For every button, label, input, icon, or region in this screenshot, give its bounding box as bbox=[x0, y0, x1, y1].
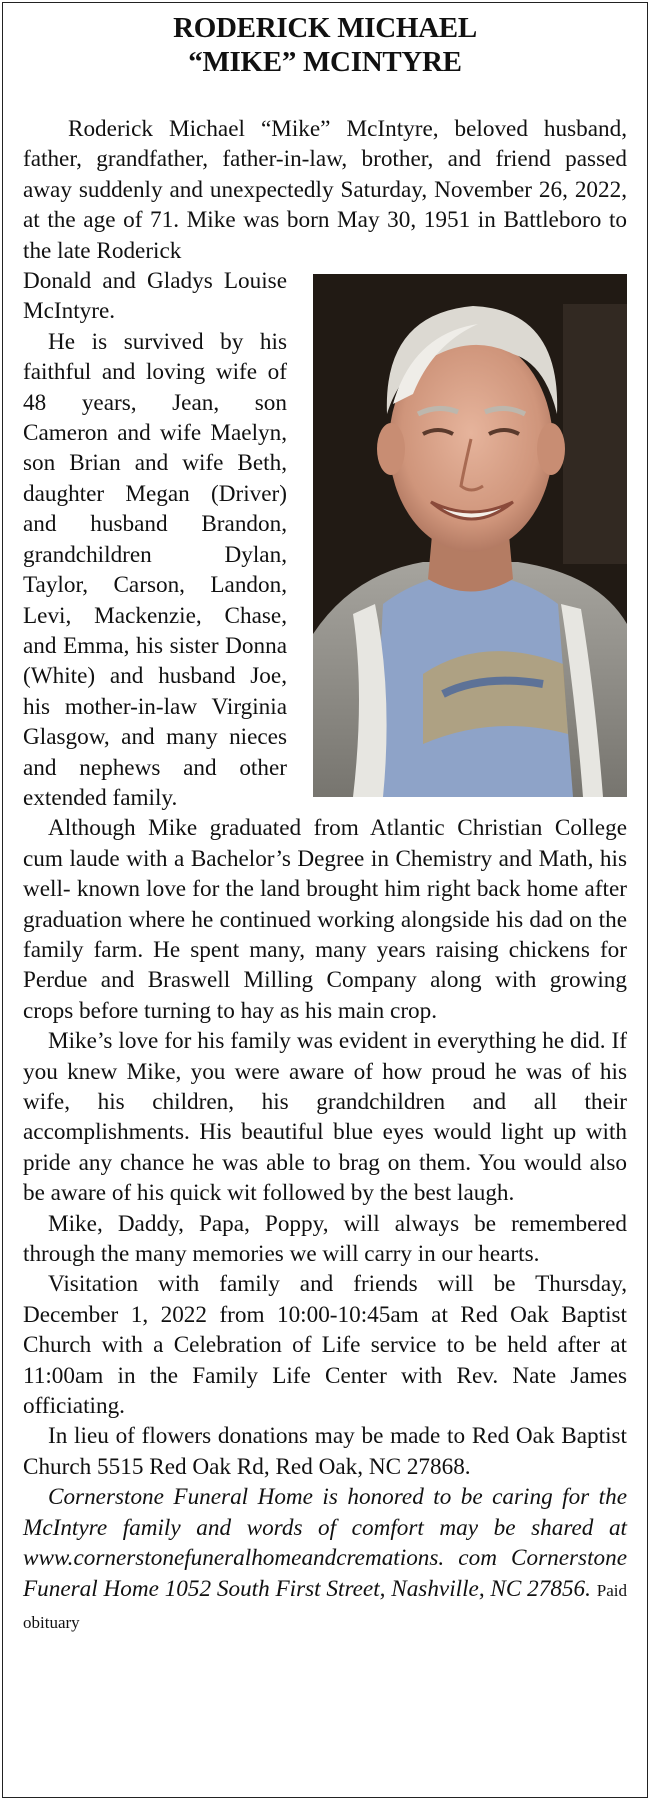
paid-obituary-label: Paid obituary bbox=[23, 1580, 627, 1632]
paragraph-survivors: He is survived by his faithful and loving wife of 48 years, Jean, son Cameron and wife Maelyn, son Brian and wife Beth, daughter Megan (Driver) and husband Brandon, grandchildren Dylan, Taylor, Carson, Landon, Levi, Mackenzie, Chase, and Emma, his sister Donna (White) and husband Joe, his mother-in-law Virginia Glasgow, and many nieces and nephews and other extended family. bbox=[23, 328, 287, 811]
portrait-photo bbox=[313, 274, 627, 797]
paragraph-intro bbox=[23, 114, 627, 266]
obituary-title bbox=[23, 11, 627, 79]
title-line-2: “MIKE” MCINTYRE bbox=[188, 46, 462, 78]
funeral-home-text: Cornerstone Funeral Home is honored to be caring for the McIntyre family and words of comfort may be shared at www.cornerstonefuneralhomeandcremations. com Cornerstone Funeral Home 1052 South First Street, Nashville, NC 27856. bbox=[23, 1484, 627, 1602]
portrait-illustration bbox=[313, 274, 627, 797]
paragraph-donations: In lieu of flowers donations may be made to Red Oak Baptist Church 5515 Red Oak Rd, Red Oak, NC 27868. bbox=[23, 1423, 627, 1480]
paragraph-remembrance: Mike, Daddy, Papa, Poppy, will always be remembered through the many memories we will carry in our hearts. bbox=[23, 1210, 627, 1268]
paragraph-visitation: Visitation with family and friends will be Thursday, December 1, 2022 from 10:00-10:45am at Red Oak Baptist Church with a Celebration of Life service to be held after at 11:00am in the Family Life Center with Rev. Nate James officiating. bbox=[23, 1271, 627, 1420]
paragraph-education: Although Mike graduated from Atlantic Christian College cum laude with a Bachelor’s Degree in Chemistry and Math, his well- known love for the land brought him right back home after graduation where he continued working alongside his dad on the family farm. He spent many, many years raising chickens for Perdue and Braswell Milling Company along with growing crops before turning to hay as his main crop. bbox=[23, 815, 627, 1024]
paragraph-intro-part-1: Roderick Michael “Mike” McIntyre, beloved husband, father, grandfather, father-in-law, brother, and friend passed away suddenly and unexpectedly Saturday, November 26, 2022, at the age of 71. Mike was born May 30, 1951 in Battleboro to the late Roderick bbox=[23, 116, 627, 264]
paragraph-funeral-home bbox=[23, 1482, 627, 1638]
title-line-1: RODERICK MICHAEL bbox=[173, 12, 477, 44]
paragraph-family-love: Mike’s love for his family was evident in everything he did. If you knew Mike, you were aware of how proud he was of his wife, his children, his grandchildren and all their accomplishments. His beautiful blue eyes would light up with pride any chance he was able to brag on them. You would also be aware of his quick wit followed by the best laugh. bbox=[23, 1028, 627, 1207]
paragraph-intro-part-2: Donald and Gladys Louise McIntyre. bbox=[23, 268, 287, 325]
obituary-page bbox=[2, 2, 648, 1798]
obituary-body bbox=[23, 114, 627, 1638]
